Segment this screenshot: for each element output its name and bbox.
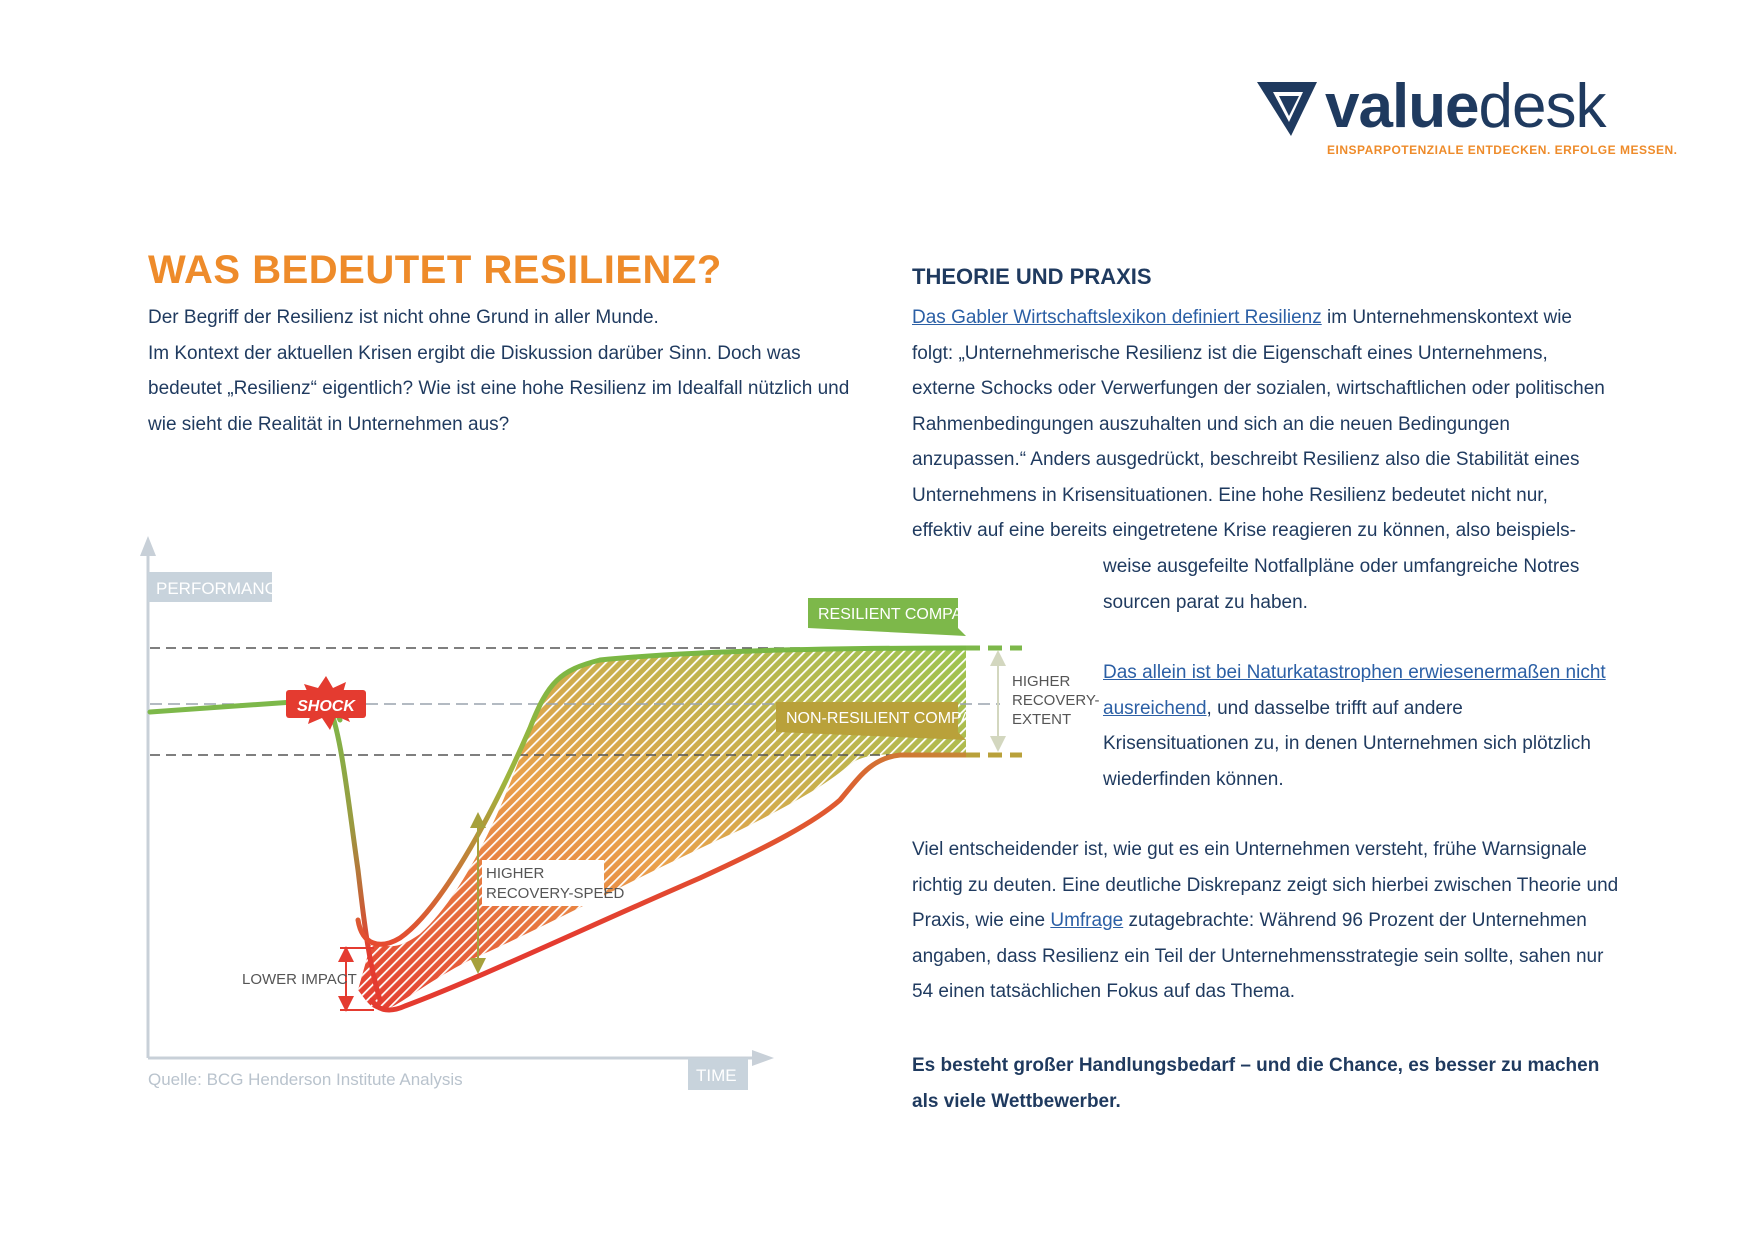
paragraph-survey [912, 832, 1624, 1010]
x-axis-label [688, 1058, 748, 1090]
brand-name-light: desk [1478, 72, 1606, 141]
svg-text:SHOCK: SHOCK [297, 698, 355, 715]
paragraph-definition [912, 300, 1612, 549]
svg-text:TIME: TIME [696, 1066, 737, 1085]
svg-text:NON-RESILIENT COMPANY: NON-RESILIENT COMPANY [786, 710, 994, 727]
paragraph-survey-text [912, 832, 1624, 1010]
recovery-speed-label [482, 860, 625, 906]
recovery-extent-label [1008, 668, 1100, 730]
lower-impact-label: LOWER IMPACT [242, 971, 357, 988]
survey-link[interactable]: Umfrage [1050, 910, 1124, 931]
conclusion-text: Es besteht großer Handlungsbedarf – und die Chance, es besser zu machen als viele Wettbewerber. [912, 1055, 1600, 1112]
intro-line-2: Im Kontext der aktuellen Krisen ergibt die Diskussion darüber Sinn. Doch was bedeutet „Resilienz“ eigentlich? Wie ist eine hohe Resilienz im Idealfall nützlich und wie sieht die Realität in Unternehmen aus? [148, 342, 850, 435]
svg-text:HIGHER: HIGHER [1012, 673, 1071, 690]
chart-source: Quelle: BCG Henderson Institute Analysis [148, 1070, 463, 1089]
brand-name-bold: value [1325, 72, 1479, 141]
paragraph-conclusion [912, 1048, 1624, 1119]
survey-text-a: Viel entscheidender ist, wie gut es ein Unternehmen versteht, frühe Warnsignale richtig zu deuten. Eine deutliche Diskrepanz zeigt sich hierbei zwischen Theorie und Praxis, wie eine [912, 839, 1619, 931]
paragraph-natural-disasters-text [1103, 655, 1613, 797]
svg-text:EXTENT: EXTENT [1012, 711, 1072, 728]
svg-text:RESILIENT COMPANY: RESILIENT COMPANY [818, 606, 985, 623]
svg-text:RECOVERY-SPEED: RECOVERY-SPEED [486, 885, 625, 902]
natural-disasters-link[interactable]: Das allein ist bei Naturkatastrophen erwiesenermaßen nicht ausreichend [1103, 662, 1606, 719]
brand-tagline: EINSPARPOTENZIALE ENTDECKEN. ERFOLGE MESSEN. [1327, 143, 1678, 157]
page-title: WAS BEDEUTET RESILIENZ? [148, 248, 722, 292]
gabler-link[interactable]: Das Gabler Wirtschaftslexikon definiert Resilienz [912, 307, 1322, 328]
section-title: THEORIE UND PRAXIS [912, 264, 1152, 289]
paragraph-definition-text [912, 300, 1612, 549]
natural-disasters-text: , und dasselbe trifft auf andere Krisensituationen zu, in denen Unternehmen sich plötzlich wiederfinden können. [1103, 697, 1591, 790]
svg-text:HIGHER: HIGHER [486, 865, 545, 882]
intro-line-1: Der Begriff der Resilienz ist nicht ohne Grund in aller Munde. [148, 307, 659, 328]
svg-text:PERFORMANCE: PERFORMANCE [156, 579, 289, 598]
definition-text: im Unternehmenskontext wie folgt: „Unternehmerische Resilienz ist die Eigenschaft eines Unternehmens, externe Schocks oder Verwerfungen der sozialen, wirtschaftlichen oder politischen Rahmenbedingungen auszuhalten und sich an die neuen Bedingungen anzupassen.“ Anders ausgedrückt, beschreibt Resilienz also die Stabilität eines Unternehmens in Krisensituationen. Eine hohe Resilienz bedeutet nicht nur, effektiv auf eine bereits eingetretene Krise reagieren zu können, also beispiels- [912, 307, 1605, 541]
shock-burst [286, 676, 366, 730]
resilient-company-label [808, 598, 985, 636]
survey-text-b: zutagebrachte: Während 96 Prozent der Unternehmen angaben, dass Resilienz ein Teil der Unternehmensstrategie sein sollte, sahen nur 54 einen tatsächlichen Fokus auf das Thema. [912, 910, 1604, 1002]
paragraph-definition-cont [1103, 549, 1613, 620]
svg-text:RECOVERY-: RECOVERY- [1012, 692, 1100, 709]
paragraph-natural-disasters [1103, 655, 1613, 797]
definition-continuation: weise ausgefeilte Notfallpläne oder umfangreiche Notres sourcen parat zu haben. [1103, 556, 1580, 613]
y-axis-label [148, 572, 288, 602]
